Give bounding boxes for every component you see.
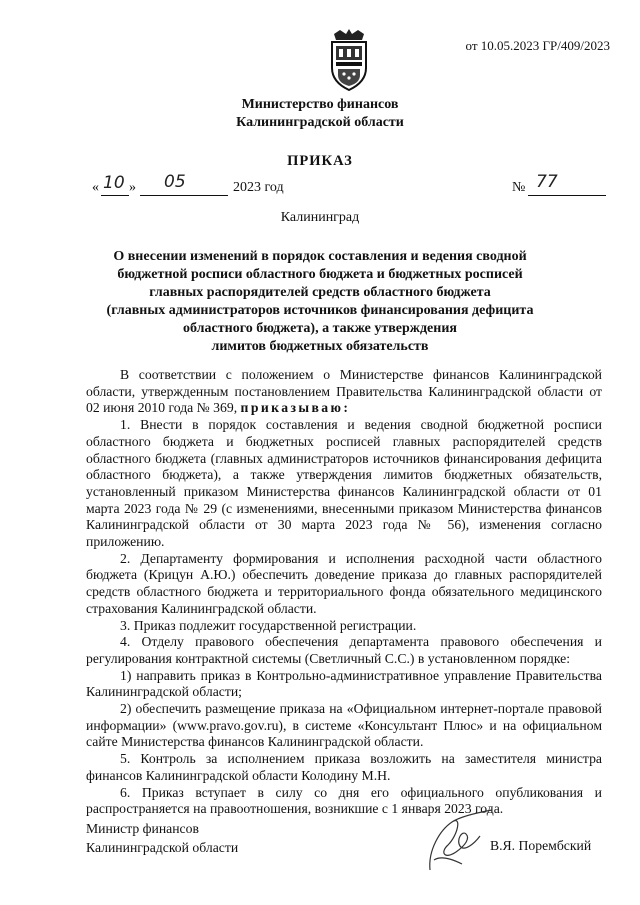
month-underline: [140, 195, 228, 196]
order-number: 77: [536, 172, 558, 192]
order-body: [86, 367, 602, 818]
registration-number: от 10.05.2023 ГР/409/2023: [465, 38, 610, 53]
date-close-quote: »: [129, 180, 136, 195]
ministry-line-1: Министерство финансов: [241, 97, 399, 112]
date-month: 05: [164, 172, 186, 192]
orders-word: приказываю:: [240, 400, 351, 416]
heading-line: областного бюджета), а также утверждения: [183, 321, 457, 336]
coat-of-arms-icon: [326, 28, 372, 92]
paragraph-5: 5. Контроль за исполнением приказа возложить на заместителя министра финансов Калининградской области Колодину М.Н.: [86, 751, 602, 783]
order-number-label: №: [512, 180, 526, 195]
paragraph-1: 1. Внести в порядок составления и ведения сводной бюджетной росписи областного бюджета и бюджетных росписей главных распорядителей средств областного бюджета (главных администраторов источников финансирования дефицита областного бюджета), а также утверждения лимитов бюджетных обязательств, установленный приказом Министерства финансов Калининградской области от 01 марта 2023 года № 29 (с изменениями, внесенными приказом Министерства финансов Калининградской области от 30 марта 2023 года № 56), изменения согласно приложению.: [86, 417, 602, 550]
paragraph-4: 4. Отделу правового обеспечения департамента правового обеспечения и регулирования контрактной системы (Светличный С.С.) в установленном порядке:: [86, 634, 602, 666]
paragraph-6: 6. Приказ вступает в силу со дня его официального опубликования и распространяется на правоотношения, возникшие с 1 января 2023 года.: [86, 784, 602, 817]
date-day: 10: [103, 173, 125, 193]
city: Калининград: [280, 210, 360, 225]
signer-position-line-2: Калининградской области: [86, 840, 239, 855]
ministry-line-2: Калининградской области: [236, 115, 404, 130]
handwritten-signature: [400, 800, 500, 875]
date-open-quote: «: [92, 180, 99, 195]
heading-line: (главных администраторов источников финансирования дефицита: [106, 303, 534, 318]
number-underline: [528, 195, 606, 196]
date-number-row: [92, 172, 612, 202]
order-subject-heading: [0, 248, 640, 356]
heading-line: лимитов бюджетных обязательств: [211, 339, 429, 354]
heading-line: главных распорядителей средств областного бюджета: [149, 285, 491, 300]
intro-text: В соответствии с положением о Министерстве финансов Калининградской области, утвержденным постановлением Правительства Калининградской области от 02 июня 2010 года № 369,: [86, 367, 602, 416]
heading-line: О внесении изменений в порядок составления и ведения сводной: [113, 249, 527, 264]
signer-name: В.Я. Порембский: [490, 838, 592, 853]
paragraph-4-1: 1) направить приказ в Контрольно-административное управление Правительства Калининградской области;: [86, 667, 602, 700]
paragraph-2: 2. Департаменту формирования и исполнения расходной части областного бюджета (Крицун А.Ю.) обеспечить доведение приказа до главных распорядителей средств областного бюджета и территориального фонда обязательного медицинского страхования Калининградской области.: [86, 550, 602, 616]
paragraph-4-2: 2) обеспечить размещение приказа на «Официальном интернет-портале правовой информации» (www.pravo.gov.ru), в системе «Консультант Плюс» и на официальном сайте Министерства финансов Калининградской области.: [86, 701, 602, 750]
day-underline: [101, 195, 129, 196]
signer-position-line-1: Министр финансов: [86, 821, 199, 836]
order-title: ПРИКАЗ: [287, 153, 353, 169]
heading-line: бюджетной росписи областного бюджета и бюджетных росписей: [117, 267, 523, 282]
ministry-name: [0, 96, 640, 132]
signer-position: [86, 819, 238, 857]
intro-paragraph: [86, 367, 602, 417]
date-year: 2023 год: [233, 180, 284, 195]
paragraph-3: 3. Приказ подлежит государственной регистрации.: [120, 617, 417, 633]
